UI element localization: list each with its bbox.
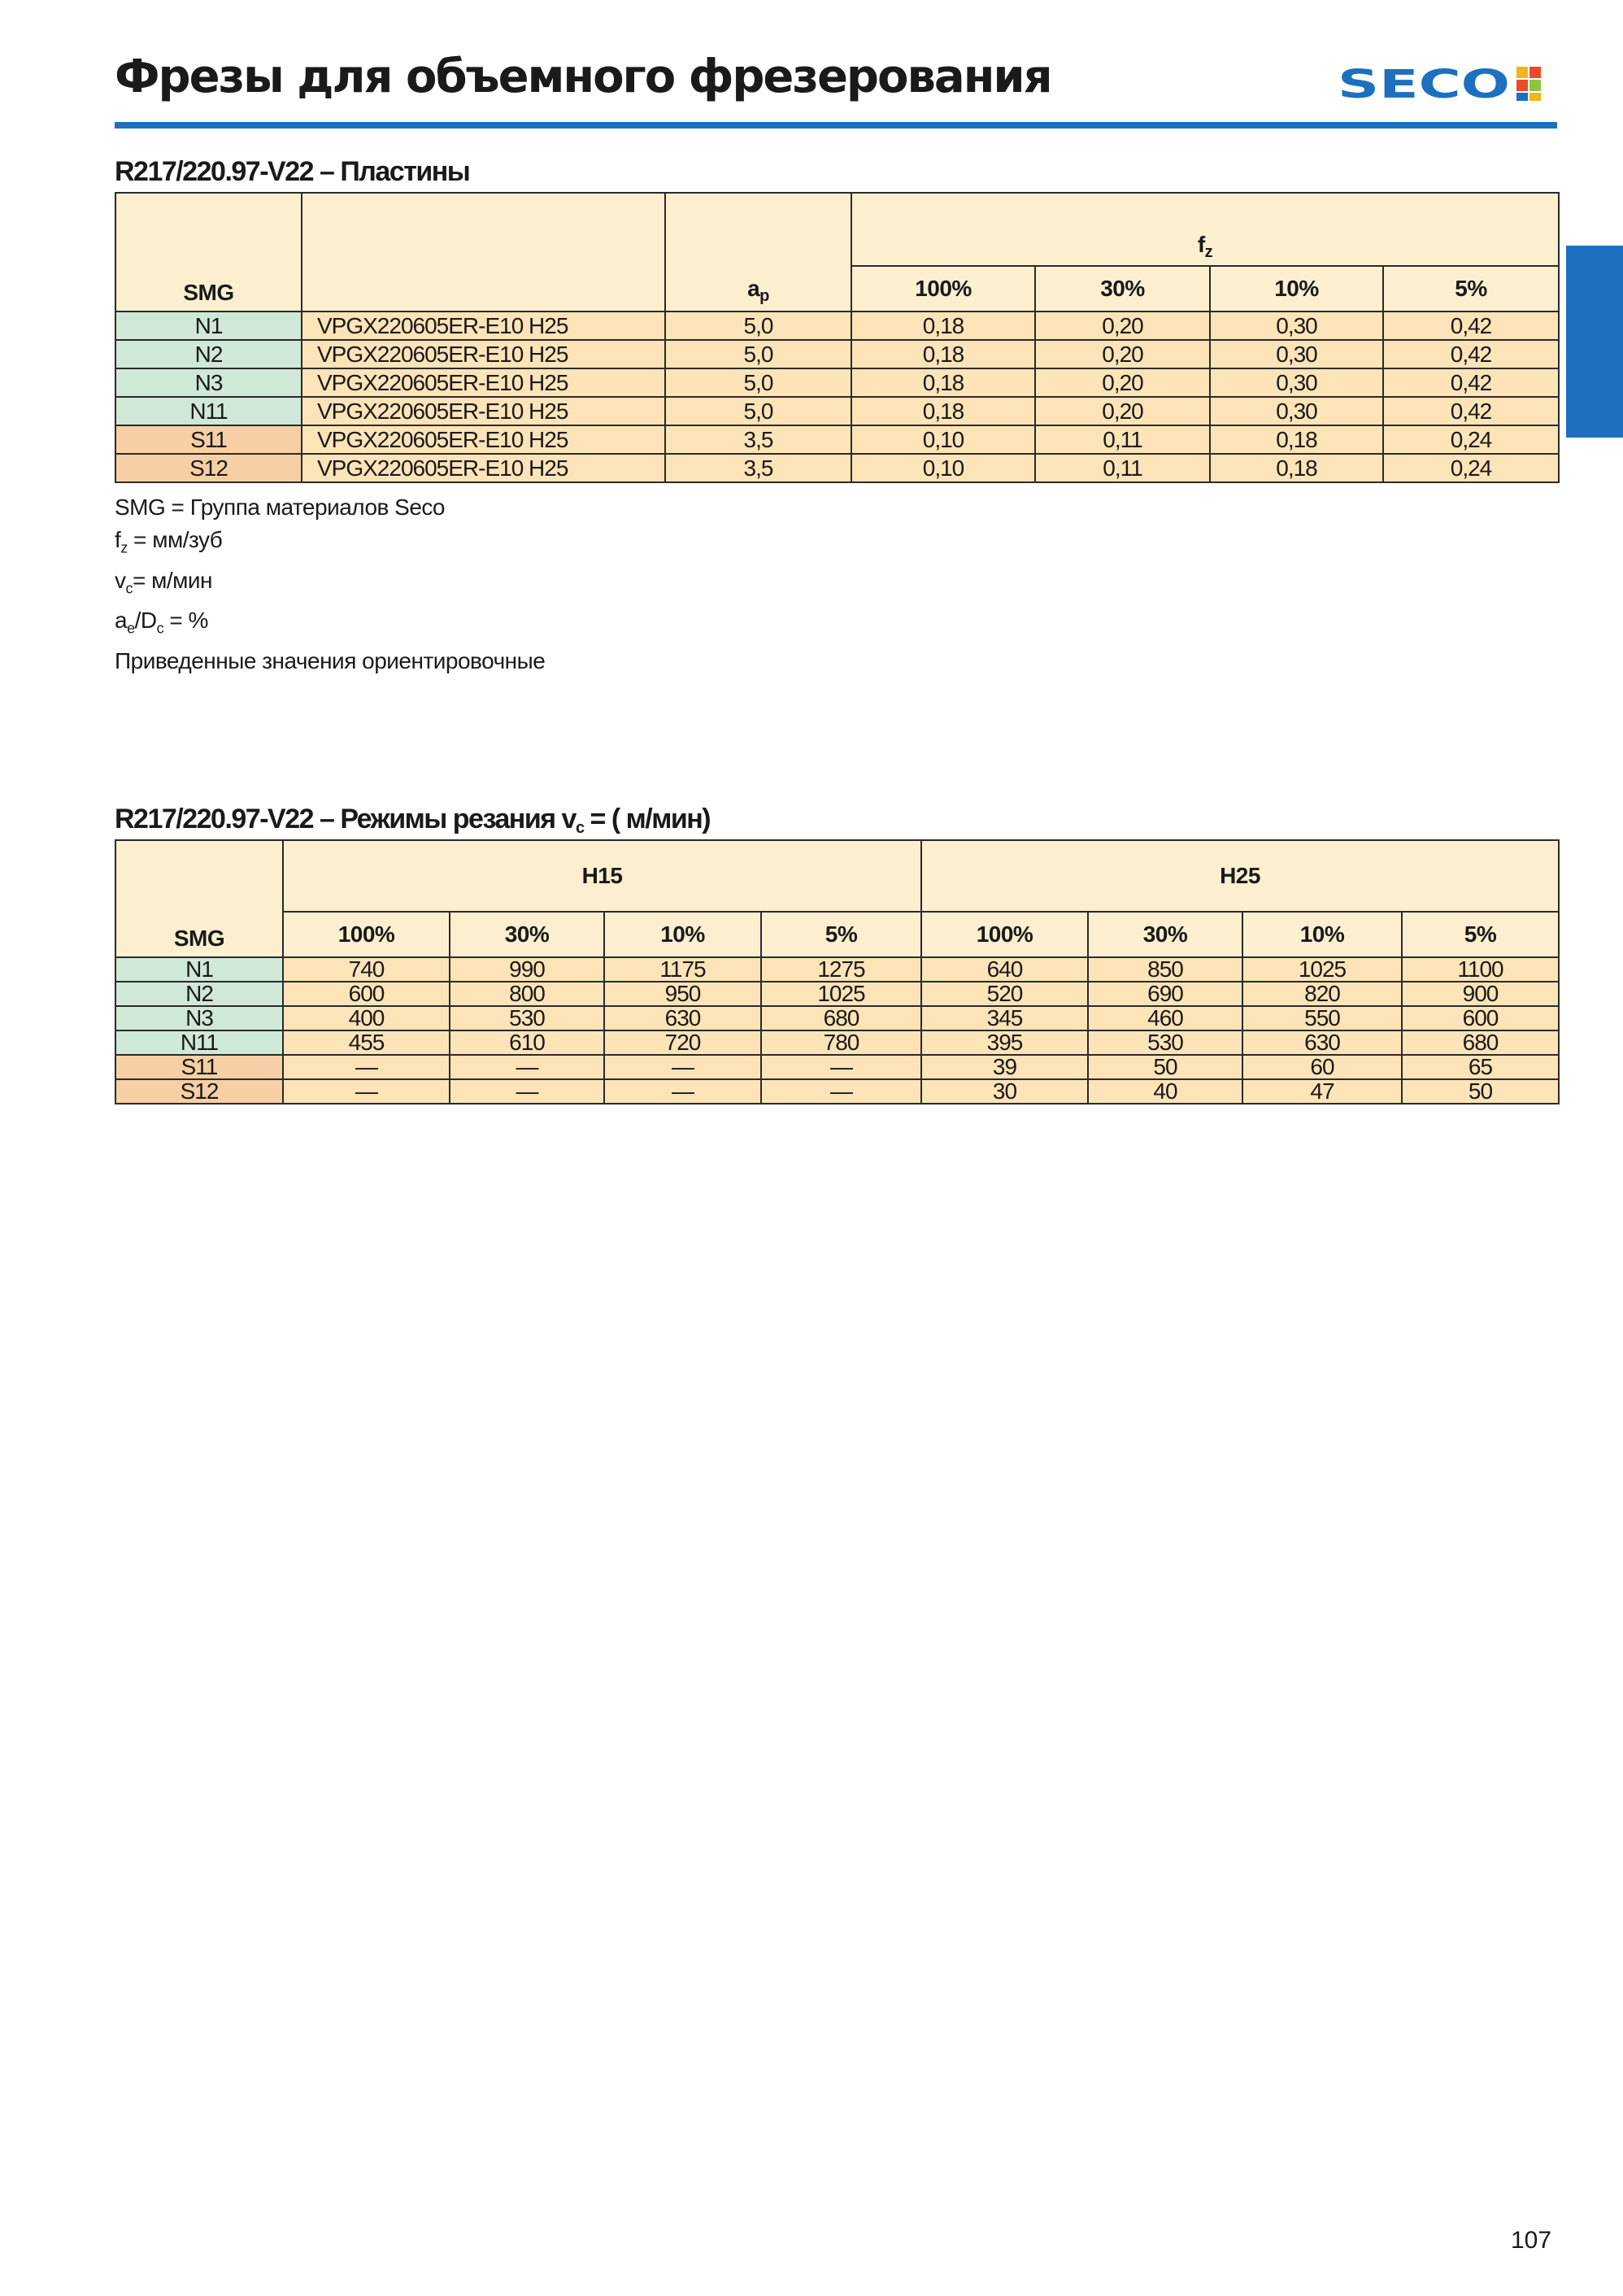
insert-header <box>302 193 665 312</box>
speed-cell-h25: 47 <box>1242 1079 1402 1104</box>
ap-cell: 5,0 <box>665 340 851 368</box>
legend-vc: $v_c= м/мин$ <box>115 567 213 597</box>
table-row <box>115 1055 1559 1079</box>
speed-percent-header: 100% <box>921 912 1088 957</box>
fz-cell: 0,42 <box>1383 340 1559 368</box>
speed-cell-h25: 50 <box>1402 1079 1559 1104</box>
speed-cell-h25: 60 <box>1242 1055 1402 1079</box>
speed-percent-header: 10% <box>1242 912 1402 957</box>
speed-cell-h25: 50 <box>1088 1055 1242 1079</box>
table-row <box>115 425 1559 454</box>
fz-header: $f_z$ <box>851 193 1559 266</box>
insert-code-cell: VPGX220605ER-E10 H25 <box>302 425 665 454</box>
inserts-table <box>115 192 1560 483</box>
speed-cell-h25: 530 <box>1088 1030 1242 1055</box>
table-row <box>115 982 1559 1006</box>
speed-cell-h15: 630 <box>604 1006 761 1030</box>
smg-cell: N1 <box>115 312 302 340</box>
speed-cell-h15: 780 <box>761 1030 921 1055</box>
speed-cell-h25: 850 <box>1088 957 1242 982</box>
speed-cell-h15: 1025 <box>761 982 921 1006</box>
fz-percent-header: 5% <box>1383 266 1559 312</box>
seco-logo <box>1338 63 1549 104</box>
speed-cell-h15: 610 <box>450 1030 604 1055</box>
table-row <box>115 340 1559 368</box>
speed-cell-h15: 740 <box>283 957 450 982</box>
fz-cell: 0,11 <box>1035 454 1210 482</box>
speed-cell-h25: 900 <box>1402 982 1559 1006</box>
speed-percent-header: 10% <box>604 912 761 957</box>
table-row <box>115 368 1559 397</box>
speed-cell-h25: 460 <box>1088 1006 1242 1030</box>
speed-cell-h15: — <box>761 1055 921 1079</box>
ap-cell: 5,0 <box>665 397 851 425</box>
table-row <box>115 454 1559 482</box>
speed-cell-h25: 640 <box>921 957 1088 982</box>
ap-cell: 5,0 <box>665 312 851 340</box>
speed-cell-h25: 1100 <box>1402 957 1559 982</box>
fz-percent-header: 30% <box>1035 266 1210 312</box>
insert-code-cell: VPGX220605ER-E10 H25 <box>302 340 665 368</box>
smg-cell: N2 <box>115 982 283 1006</box>
speed-cell-h25: 820 <box>1242 982 1402 1006</box>
table-row <box>115 1079 1559 1104</box>
ap-cell: 5,0 <box>665 368 851 397</box>
smg-cell: N2 <box>115 340 302 368</box>
table-row <box>115 397 1559 425</box>
speed-cell-h15: 800 <box>450 982 604 1006</box>
insert-code-cell: VPGX220605ER-E10 H25 <box>302 454 665 482</box>
speed-cell-h25: 30 <box>921 1079 1088 1104</box>
speed-cell-h15: — <box>761 1079 921 1104</box>
legend <box>115 491 545 677</box>
fz-cell: 0,10 <box>851 425 1035 454</box>
table-row <box>115 1030 1559 1055</box>
speed-percent-row <box>115 912 1559 957</box>
speeds-section-title: R217/220.97-V22 – Режимы резания $v_c$ = ( м/мин) <box>115 804 711 837</box>
fz-cell: 0,18 <box>1210 425 1383 454</box>
speeds-table <box>115 839 1560 1104</box>
speed-cell-h15: 990 <box>450 957 604 982</box>
fz-cell: 0,11 <box>1035 425 1210 454</box>
fz-cell: 0,42 <box>1383 312 1559 340</box>
speed-cell-h15: 400 <box>283 1006 450 1030</box>
speed-percent-header: 30% <box>450 912 604 957</box>
speed-cell-h15: — <box>604 1079 761 1104</box>
fz-cell: 0,18 <box>851 397 1035 425</box>
speed-cell-h25: 395 <box>921 1030 1088 1055</box>
fz-cell: 0,30 <box>1210 397 1383 425</box>
legend-note: Приведенные значения ориентировочные <box>115 647 546 673</box>
brand-text: SECO <box>1338 63 1510 104</box>
speed-cell-h15: 950 <box>604 982 761 1006</box>
grade-header-h25: H25 <box>921 840 1559 912</box>
smg-cell: S12 <box>115 1079 283 1104</box>
speed-cell-h15: 1175 <box>604 957 761 982</box>
speed-cell-h15: — <box>604 1055 761 1079</box>
insert-code-cell: VPGX220605ER-E10 H25 <box>302 312 665 340</box>
speed-percent-header: 5% <box>761 912 921 957</box>
fz-cell: 0,18 <box>851 368 1035 397</box>
section-side-tab <box>1566 246 1623 438</box>
speed-cell-h15: 600 <box>283 982 450 1006</box>
fz-cell: 0,20 <box>1035 397 1210 425</box>
page-title: Фрезы для объемного фрезерования <box>115 50 1051 103</box>
fz-percent-header: 100% <box>851 266 1035 312</box>
fz-cell: 0,18 <box>1210 454 1383 482</box>
speed-cell-h15: 720 <box>604 1030 761 1055</box>
smg-cell: N1 <box>115 957 283 982</box>
smg-cell: S12 <box>115 454 302 482</box>
speed-cell-h25: 600 <box>1402 1006 1559 1030</box>
insert-code-cell: VPGX220605ER-E10 H25 <box>302 397 665 425</box>
fz-cell: 0,18 <box>851 340 1035 368</box>
speed-cell-h25: 520 <box>921 982 1088 1006</box>
table-row <box>115 312 1559 340</box>
fz-cell: 0,30 <box>1210 340 1383 368</box>
speed-cell-h25: 690 <box>1088 982 1242 1006</box>
ap-cell: 3,5 <box>665 425 851 454</box>
fz-cell: 0,42 <box>1383 397 1559 425</box>
smg-cell: S11 <box>115 425 302 454</box>
speed-percent-header: 100% <box>283 912 450 957</box>
speed-cell-h25: 630 <box>1242 1030 1402 1055</box>
title-rule <box>115 122 1557 129</box>
insert-code-cell: VPGX220605ER-E10 H25 <box>302 368 665 397</box>
smg-cell: N11 <box>115 397 302 425</box>
speed-cell-h15: — <box>283 1055 450 1079</box>
speed-cell-h25: 40 <box>1088 1079 1242 1104</box>
fz-cell: 0,24 <box>1383 425 1559 454</box>
table-row <box>115 957 1559 982</box>
grade-header-h15: H15 <box>283 840 921 912</box>
speed-cell-h25: 1025 <box>1242 957 1402 982</box>
fz-cell: 0,30 <box>1210 312 1383 340</box>
speed-cell-h25: 345 <box>921 1006 1088 1030</box>
speed-percent-header: 5% <box>1402 912 1559 957</box>
speed-cell-h15: 455 <box>283 1030 450 1055</box>
ap-cell: 3,5 <box>665 454 851 482</box>
fz-cell: 0,20 <box>1035 368 1210 397</box>
fz-percent-header: 10% <box>1210 266 1383 312</box>
speed-cell-h15: — <box>450 1079 604 1104</box>
fz-cell: 0,42 <box>1383 368 1559 397</box>
fz-cell: 0,24 <box>1383 454 1559 482</box>
fz-cell: 0,20 <box>1035 312 1210 340</box>
ap-header: $a_p$ <box>665 193 851 312</box>
speed-cell-h15: — <box>450 1055 604 1079</box>
speed-cell-h15: 680 <box>761 1006 921 1030</box>
smg-cell: S11 <box>115 1055 283 1079</box>
fz-cell: 0,20 <box>1035 340 1210 368</box>
fz-cell: 0,18 <box>851 312 1035 340</box>
speed-cell-h25: 39 <box>921 1055 1088 1079</box>
legend-ae: $a_e/D_c$ = % <box>115 608 208 637</box>
speed-cell-h15: — <box>283 1079 450 1104</box>
smg-cell: N3 <box>115 1006 283 1030</box>
speed-percent-header: 30% <box>1088 912 1242 957</box>
legend-smg: SMG = Группа материалов Seco <box>115 494 445 520</box>
legend-fz: $f_z = мм/зуб$ <box>115 527 223 556</box>
smg-header: SMG <box>115 193 302 312</box>
smg-cell: N11 <box>115 1030 283 1055</box>
speed-cell-h25: 680 <box>1402 1030 1559 1055</box>
page-number: 107 <box>1511 2227 1552 2254</box>
speed-cell-h25: 65 <box>1402 1055 1559 1079</box>
table-row <box>115 1006 1559 1030</box>
speed-cell-h25: 550 <box>1242 1006 1402 1030</box>
fz-cell: 0,30 <box>1210 368 1383 397</box>
smg-header: SMG <box>115 840 283 957</box>
speed-cell-h15: 530 <box>450 1006 604 1030</box>
speed-cell-h15: 1275 <box>761 957 921 982</box>
smg-cell: N3 <box>115 368 302 397</box>
inserts-section-title: R217/220.97-V22 – Пластины <box>115 156 470 187</box>
fz-cell: 0,10 <box>851 454 1035 482</box>
